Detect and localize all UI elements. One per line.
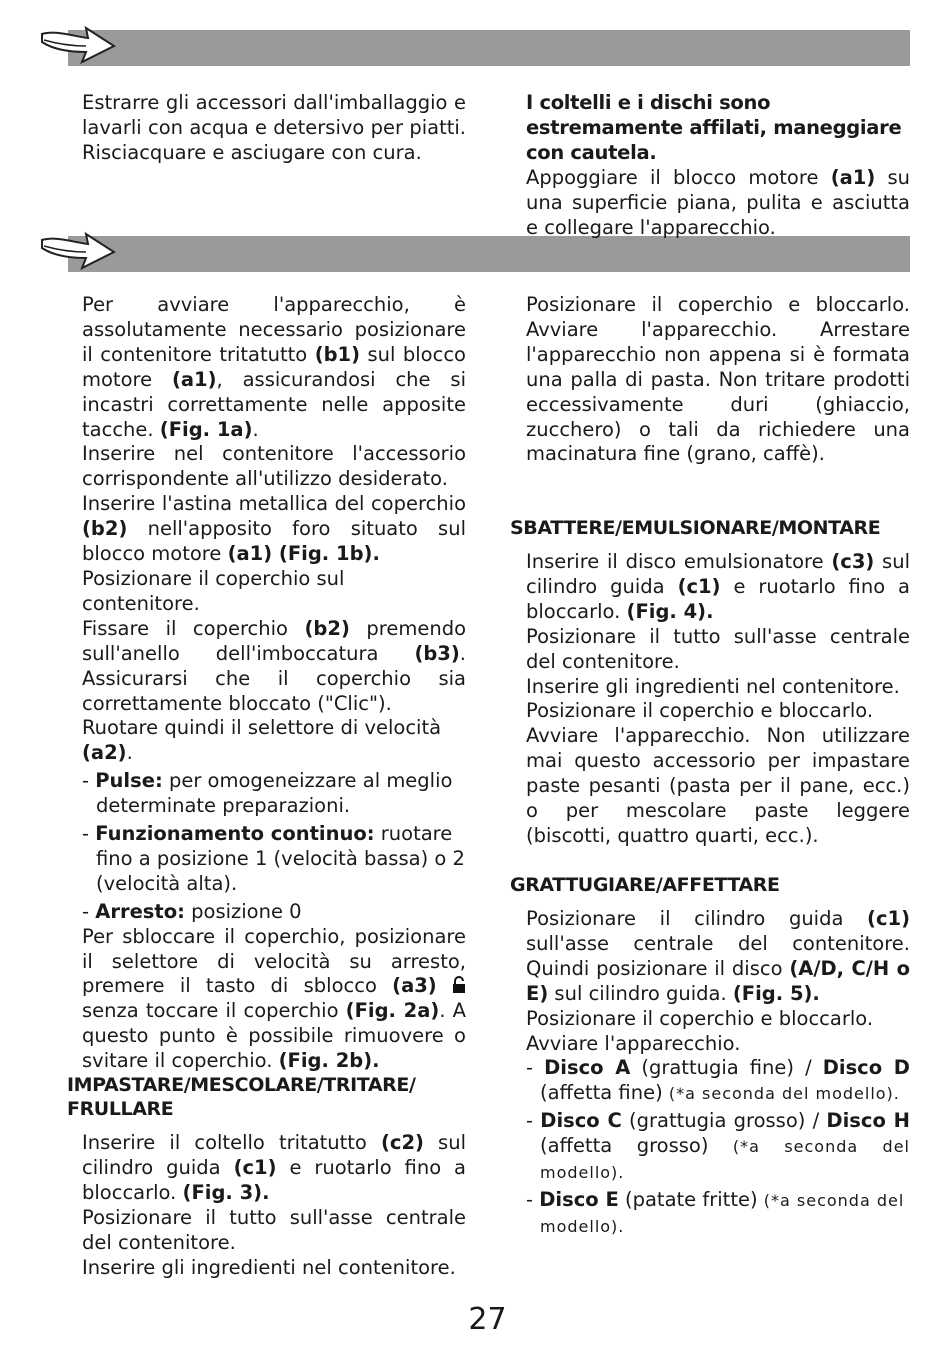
paragraph: Fissare il coperchio (b2) premendo sull'anello dell'imboccatura (b3). Assicurarsi che il coperchio sia correttamente bloccato ("Clic"). bbox=[82, 616, 466, 715]
paragraph: Per avviare l'apparecchio, è assolutamente necessario posizionare il contenitore tritatutto (b1) sul blocco motore (a1), assicurandosi che si incastri correttamente nelle apposite tacche. (Fig. 1a). bbox=[82, 293, 466, 441]
paragraph: Estrarre gli accessori dall'imballaggio e lavarli con acqua e detersivo per piatti. Risciacquare e asciugare con cura. bbox=[82, 91, 466, 164]
paragraph: Posizionare il tutto sull'asse centrale del contenitore. bbox=[82, 1205, 466, 1254]
list-item: - Disco A (grattugia fine) / Disco D (affetta fine) (*a seconda del modello). bbox=[526, 1056, 910, 1105]
list-item: - Disco C (grattugia grosso) / Disco H (affetta grosso) (*a seconda del modello). bbox=[526, 1109, 910, 1183]
section-heading: IMPASTARE/MESCOLARE/TRITARE/ FRULLARE bbox=[67, 1074, 416, 1120]
section1-right-text bbox=[526, 91, 910, 240]
section-heading: GRATTUGIARE/AFFETTARE bbox=[510, 874, 780, 896]
paragraph: Avviare l'apparecchio. bbox=[526, 1031, 741, 1055]
section2-left-column bbox=[82, 293, 466, 1074]
paragraph: Inserire gli ingredienti nel contenitore. bbox=[526, 674, 900, 698]
section2-right-column-bottom bbox=[526, 907, 910, 1240]
list-item: - Pulse: per omogeneizzare al meglio determinate preparazioni. bbox=[82, 769, 453, 818]
paragraph: Posizionare il cilindro guida (c1) sull'asse centrale del contenitore. Quindi posizionare il disco (A/D, C/H o E) sul cilindro guida. (Fig. 5). bbox=[526, 907, 910, 1005]
paragraph: Appoggiare il blocco motore (a1) su una superficie piana, pulita e asciutta e collegare l'apparecchio. bbox=[526, 165, 910, 239]
paragraph: Inserire nel contenitore l'accessorio corrispondente all'utilizzo desiderato. bbox=[82, 442, 466, 491]
paragraph: Posizionare il coperchio e bloccarlo. bbox=[526, 699, 874, 723]
paragraph: Per sbloccare il coperchio, posizionare il selettore di velocità su arresto, premere il tasto di sblocco (a3) senza toccare il coperchio (Fig. 2a). A questo punto è possibile rimuovere o svitare il coperchio. (Fig. 2b). bbox=[82, 924, 466, 1073]
arrow-icon bbox=[38, 226, 118, 274]
paragraph: Posizionare il tutto sull'asse centrale del contenitore. bbox=[526, 624, 910, 673]
paragraph: Inserire l'astina metallica del coperchio (b2) nell'apposito foro situato sul blocco motore (a1) (Fig. 1b). bbox=[82, 492, 466, 566]
section2-left-column-bottom bbox=[82, 1131, 466, 1280]
list-item: - Disco E (patate fritte) (*a seconda del modello). bbox=[526, 1187, 905, 1236]
paragraph: Inserire il disco emulsionatore (c3) sul cilindro guida (c1) e ruotarlo fino a bloccarlo. (Fig. 4). bbox=[526, 550, 910, 623]
paragraph: Ruotare quindi il selettore di velocità (a2). bbox=[82, 716, 442, 765]
section2-right-column bbox=[526, 293, 910, 467]
paragraph: Inserire il coltello tritatutto (c2) sul cilindro guida (c1) e ruotarlo fino a bloccarlo. (Fig. 3). bbox=[82, 1131, 466, 1204]
paragraph: Posizionare il coperchio e bloccarlo. Avviare l'apparecchio. Arrestare l'apparecchio non appena si è formata una palla di pasta. Non tritare prodotti eccessivamente duri (ghiaccio, zucchero) o tali da richiedere una macinatura fine (grano, caffè). bbox=[526, 293, 910, 466]
section2-right-column-mid bbox=[526, 550, 910, 849]
section1-left-text bbox=[82, 91, 466, 166]
arrow-icon bbox=[38, 20, 118, 68]
paragraph: Inserire gli ingredienti nel contenitore. bbox=[82, 1255, 456, 1279]
list-item: - Arresto: posizione 0 bbox=[82, 899, 302, 923]
paragraph: Avviare l'apparecchio. Non utilizzare mai questo accessorio per impastare paste pesanti (pasta per il pane, ecc.) o per mescolare paste leggere (biscotti, quattro quarti, ecc.). bbox=[526, 724, 910, 847]
paragraph: Posizionare il coperchio e bloccarlo. bbox=[526, 1006, 874, 1030]
unlock-icon bbox=[452, 976, 466, 994]
list-item: - Funzionamento continuo: ruotare fino a posizione 1 (velocità bassa) o 2 (velocità alta). bbox=[82, 822, 465, 895]
section-header-bar bbox=[68, 236, 910, 272]
page-number: 27 bbox=[468, 1302, 507, 1337]
section-header-bar bbox=[68, 30, 910, 66]
warning-text: I coltelli e i dischi sono estremamente affilati, maneggiare con cautela. bbox=[526, 91, 902, 164]
paragraph: Posizionare il coperchio sul contenitore. bbox=[82, 566, 345, 615]
section-heading: SBATTERE/EMULSIONARE/MONTARE bbox=[510, 517, 881, 539]
